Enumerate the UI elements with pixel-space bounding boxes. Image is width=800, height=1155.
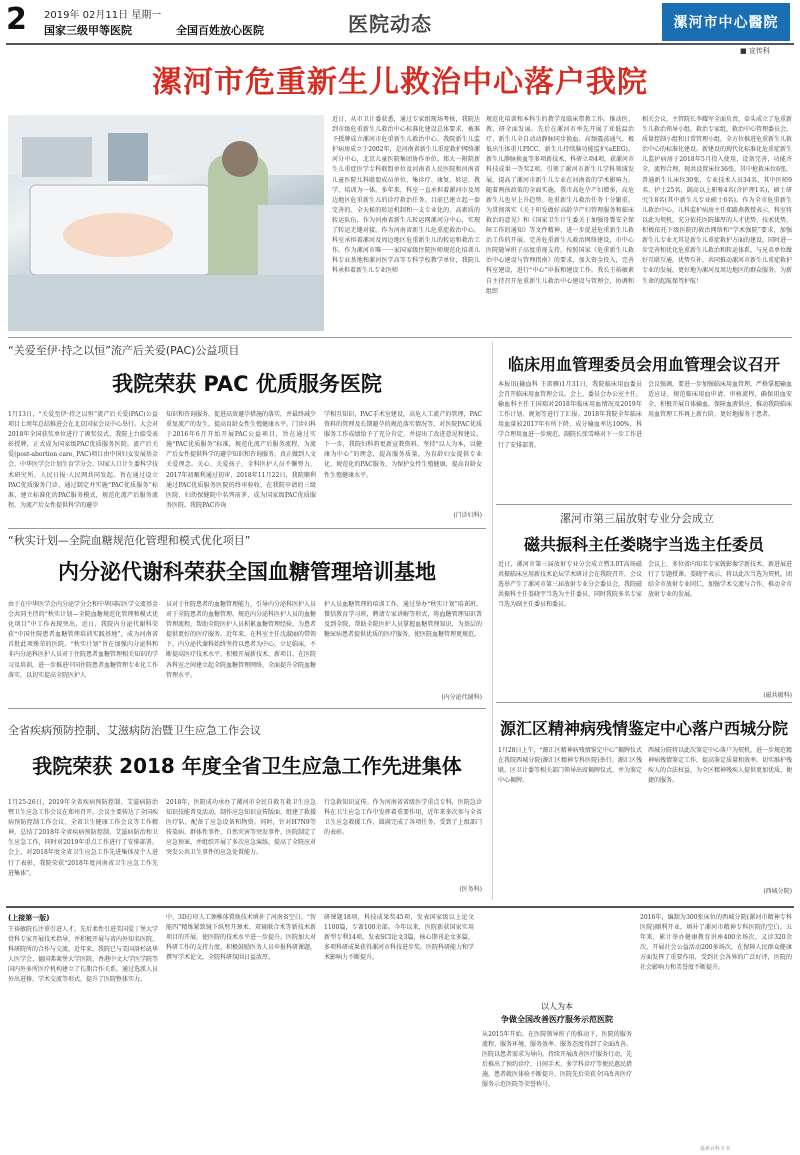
lead-photo [8, 115, 324, 331]
diabetes-col-3: 护人员血糖管理的培训工作，通过举办“秋实计划”培训班、微信教育学习班，聘请专家讲解等形式，将血糖管理知识普及到全院，帮助全院医护人员掌握血糖管理知识，为基层的糖尿病患者提供优质的医疗服务，使医院血糖管理更规范。 [324, 601, 482, 639]
neonatal-ward-photo-illustration [8, 115, 324, 331]
diabetes-kicker: “秋实计划—全院血糖规范化管理和模式优化项目” [8, 534, 251, 547]
diabetes-attribution: (内分泌代谢科) [441, 694, 482, 701]
transfusion-bottom-rule [496, 504, 792, 505]
lead-col-3: 相关会议，主管院长李耀军全面负责，牵头成立了危重新生儿救治领导小组，救治专家组，救治中心管理委员会，质量控制小组和日常管理小组，全方位推进危重新生儿救治中心的标准化建设。新建设的现代化标准化危重症新生儿监护病房于2018年5月投入使用，设备完善，功能齐全，流程合理。现共设置床位36张，其中抢救床位6张，普通新生儿床位30张，专业技术人员34名，其中医师9名，护士25名，副高以上职称4名(含护理1名)，硕士研究生8名(其中新生儿专业硕士6名)。作为全市危重新生儿救治中心，儿科监护病房主任郑路燕教授表示，科室将以此为契机，充分依托医院雄厚的人才优势、技术优势，积极依托下级医院的救治网络和“学术强院”要求，加强新生儿专业尤其是新生儿重症救护方面的建设，同时进一步完善和优化危重新生儿救治和转运体系，与兄弟单位做好互联互通，优势互补，共同推动漯河市新生儿重症救护专业的发展，更好地为漯河及周边地区的群众服务，为新生命的起航保驾护航！ [642, 116, 792, 285]
diabetes-bottom-rule [8, 708, 486, 709]
mri-bottom-rule [496, 702, 792, 703]
transfusion-col-2: 会议强调，要进一步加强临床用血管理，严格掌握输血适应证，规范临床用血申请、审核流程，确保用血安全，积极开展自体输血，保障血液供应，推动我院临床用血管理工作再上新台阶，更好地服务于患者。 [648, 381, 792, 419]
lead-col-1: 近日，从市卫计委获悉，通过专家组现场考核，我院达到市级危重新生儿救治中心标准化建设总体要求，被准予授牌成立漯河市危重新生儿救治中心。我院新生儿监护病房成立于2002年，是河南省新生儿重症救护网络漯河分中心，北京儿童医院集团协作单位，郑大一附院新生儿重症医学专科联盟单位及河南省人民医院和河南省儿童医院儿科联盟成员单位，集诊疗、康复、转运、教学、培训为一体。多年来，科室一直承担着漯河市及周边地区危重新生儿的诊疗救治任务。目前已建立起一套完善的、全天候的转运机制和一支专业化的、高素质的转运队伍，作为河南省新生儿转运网漯河分中心，实现了转运无缝对接。作为河南省新生儿危重症救治中心，科室承担着漯河及周边地区危重新生儿的转运和救治工作。作为漯河市唯一一家国家级住院医师规范化培训儿科专业基地和漯河医学高等专科学校教学单位，我院儿科承担着新生儿专业医师 [332, 116, 480, 275]
header-rule [6, 43, 794, 45]
mri-kicker: 漯河市第三届放射专业分会成立 [560, 512, 714, 525]
award-kicker: 全省疾病预防控制、艾滋病防治暨卫生应急工作会议 [8, 724, 261, 737]
psych-headline: 源汇区精神病残情鉴定中心落户西城分院 [499, 719, 788, 738]
bottom-col-4-kicker: 以人为本 [541, 1002, 573, 1011]
column-separator [492, 342, 493, 900]
masthead-box [662, 3, 790, 41]
award-col-2: 2018年，医院成功承办了漯河市全民自救互救卫生应急知识技能普及活动，制作应急知识宣传版面，组建了救援医疗队，配备了应急设备和物资。同时，针对H7N9等传染病、群体性事件、自然灾害等突发事件，医院制定了应急预案，并组织开展了多次应急演练，提高了全院应对突发公共卫生事件的应急处置能力。 [166, 799, 316, 857]
pac-kicker: “关爱至伊·持之以恒”流产后关爱(PAC)公益项目 [8, 344, 240, 357]
pac-col-3: 学相互知识，PAC手术室建设，高危人工流产的管理，PAC资料的管理及长期避孕的规范落实情况等，对医院PAC优质服务工作成绩给予了充分肯定，并提出了改进意见和建议。下一步，我院妇科将更新宣教资料，坚持“以人为本，以健康为中心”的理念，提高服务质量，为育龄妇女提供专业化、规范化的PAC服务，为保护女性生殖健康，提高育龄女性生殖健康水平。 [324, 411, 482, 479]
mri-headline: 磁共振科主任娄晓宇当选主任委员 [523, 535, 764, 554]
pac-col-1: 1月13日，“关爱至伊·持之以恒”流产后关爱(PAC)公益项目七周年总结推进会在北京国家会议中心举行。大会对2018年全国获奖单位进行了颁奖仪式，我院上台接受表彰授牌，正式成为国家级PAC优质服务医院。流产后关爱(post-abortion care, PAC)项目由中国妇女发展基金会、中华医学会计划生育学分会、国家人口计生委科学技术研究所、人民日报·人民网共同发起。旨在通过设立PAC优质服务门诊，通过制定并实施“PAC优质服务”标准，建立标准化的PAC服务模式，规范化流产后服务流程，为流产后女性提供科学的避孕 [8, 411, 158, 509]
masthead-text: 漯河市中心醫院 [673, 15, 779, 31]
psych-attribution: (西城分院) [763, 888, 792, 895]
bottom-col-3: 研课题18项，科技成果奖45项，发表国家级以上论文1100篇，专著100余部。今年以来，医院新获国家实用新型专利14项，发表SCI论文3篇，核心期刊论文多篇，多项科研成果获得漯河市科技进步奖。医院科研能力和学术影响力不断提升。 [324, 914, 474, 962]
bottom-col-1-head: (上接第一版) [8, 914, 50, 922]
bottom-col-4-head: 争做全国改善医疗服务示范医院 [501, 1015, 613, 1024]
edition-label: ■ 宣传科 [740, 47, 770, 55]
pac-col-2: 知识和咨询服务，促进高效避孕措施的落实，并最终减少重复流产的发生，提高育龄女性生殖健康水平。门诊妇科于2016年6月开始开展PAC公益项目，旨在通过实施“PAC优质服务”标准，规范化流产后服务流程，为流产后女性提供科学的避孕知识和咨询服务，真正做到人文关爱理念。关心、关爱孩子，全科医护人员不懈努力，2017年初顺利通过初审，2018年11月22日，我院顺利通过PAC优质服务医院的终审验收，在我院申请的三级医院、妇幼保健院中名列前茅，成为国家级PAC优质服务医院。我院PAC咨询 [166, 411, 316, 509]
lead-headline: 漯河市危重新生儿救治中心落户我院 [152, 65, 648, 100]
transfusion-col-1: 本报讯(输血科 王雷雁)1月31日，我院临床用血委员会召开临床用血管理会议。会上，委员会办公室主任、输血科主任王国瑞对2018年临床用血情况及2019年工作计划、规划等进行了汇报。2018年我院全年临床用血量较2017年有所下降，成分输血率达100%，科学合理用血进一步规范。副院长张雪峰对下一步工作进行了安排部署。 [498, 381, 642, 449]
mri-attribution: (磁共振科) [763, 692, 792, 699]
footer-note: 最新百科全书 [700, 1146, 731, 1152]
mri-col-1: 近日，漯河市第三届放射专业分会成立暨3.0T高场磁共振临床应用新技术论坛学术研讨会在我院召开。会议选举产生了漯河市第三届放射专业分会委员会，我院磁共振科主任娄晓宇当选为主任委员，同时我院多名专家当选为副主任委员和委员。 [498, 561, 642, 609]
diabetes-col-2: 员对于住院患者的血糖管理能力，引导内分泌科医护人员对于全院患者的血糖管理。规范内分泌科医护人员的血糖管理流程，帮助全院医护人员积累血糖管理经验，为患者提供更好的医疗服务。近年来，在科室主任沈淑丽的带领下，内分泌代谢科始终坚持以患者为中心，立足临床，不断提高医疗技术水平，积极开展新技术、新项目，在医院各科室之间建立起全院血糖管理网络，全面提升全院血糖管理水平。 [166, 601, 316, 679]
award-col-1: 1月25-26日，2019年全省疾病预防控制、艾滋病防治暨卫生应急工作会议在郑州召开。会议主要传达了全国疾病预防控制工作会议、全省卫生健康工作会议等工作精神，总结了2018年全省疾病预防控制、艾滋病防治和卫生应急工作，同时对2019年重点工作进行了安排部署。会上，对2018年度全省卫生应急工作先进集体及个人进行了表彰，我院荣获“2018年度河南省卫生应急工作先进集体”。 [8, 799, 158, 877]
diabetes-col-1: 由于在中华医学会内分泌学分会和中华国际医学交流基金会共同主持的“秋实计划—全院血糖规范化管理和模式优化项目”中工作表现突出，近日，我院内分泌代谢科荣获“中国住院患者血糖管理培训实践基地”，成为河南省首批此项殊荣的医院。“秋实计划”旨在加强内分泌科和非内分泌科医护人员对于住院患者血糖管理相关知识的学习及培训，进一步推进中国住院患者血糖管理专业化工作落实，以切实提高全院医护人 [8, 601, 158, 679]
diabetes-headline: 内分泌代谢科荣获全国血糖管理培训基地 [58, 560, 436, 584]
bottom-col-1: 王裕敏院长注重引进人才，先后柔性引进美国爱丁堡大学骨科专家开展技术指导，并积极开展与省内外知名医院、科研院所的合作与交流。近年来，我院已与美国洛杉矶华人医学会、德国弗莱堡大学医院、香港中文大学医学院等国内外多所医疗机构建立了长期合作关系，通过选派人员外出进修、学术交流等形式，提升了医院整体实力。 [8, 926, 158, 984]
pac-bottom-rule [8, 528, 486, 529]
award-headline: 我院荣获 2018 年度全省卫生应急工作先进集体 [32, 754, 462, 778]
bottom-col-2: 中、3D打印人工颈椎体置换技术填补了河南省空白。“智能四”精炼紧致镜下纵劈开颈术、双镜联合术等新技术新项目的开展，使医院的技术水平进一步提升。医院加大对科研工作的支持力度，积极鼓励医务人员申报科研课题，撰写学术论文，全院科研氛围日益浓厚。 [166, 914, 316, 962]
pac-headline: 我院荣获 PAC 优质服务医院 [112, 372, 382, 396]
lead-bottom-rule [8, 337, 792, 338]
mri-col-2: 会议上，多位省内知名专家就影像学新技术、新进展进行了专题授课。娄晓宇表示，将以此次当选为契机，团结全市放射专业同仁，加强学术交流与合作，推动全市放射专业的发展。 [648, 561, 792, 599]
lead-col-2: 规范化培训和本科生的教学及临床带教工作。推动医、教、研全面发展。先后在漯河市率先开展了亚低温治疗、新生儿全自动动静脉同步换血、高频震荡通气、极低出生体重儿PICC、新生儿持续脑功能监护(aEEG)、新生儿静脉换血等多项新技术，科研立项4项，获漯河市科技成果一等奖2项。引领了漯河市新生儿学科领域发展，提高了漯河市新生儿专业在河南省的学术影响力。随着两孩政策的全面实施，我市高危孕产妇增多，高危新生儿也呈上升趋势。危重新生儿救治任务十分繁重。为贯彻落实《关于印发做好高龄孕产妇管理服务和临床救治的意见》和《国家卫生计生委关于加强母婴安全保障工作的通知》等文件精神，进一步促进危重新生儿救治工作的开展，完善危重新生儿救治网络建设，市中心医院随导班子高度重视支持，按照国家《危重新生儿救治中心建设与管理指南》的要求，加大资金投入，完善科室建设，进行“中心”申报和建设工作。我长王裕敏素自主持召开危重新生儿救治中心建设与管理会，协调和组织 [486, 116, 634, 295]
section-title: 医院动态 [348, 12, 432, 36]
date-line: 2019年 02月11日 星期一 [44, 10, 162, 21]
page-number: 2 [6, 2, 27, 37]
bottom-section-rule [6, 906, 794, 908]
bottom-col-4: 从2015年开始，在医院领导班子的推动下，医院的服务流程、服务环境、服务效率、服务态度得到了全面改善。医院以患者需求为导向，持续开展改善医疗服务行动，先后推出了预约诊疗、日间手术、多学科诊疗等便民惠民措施，患者就医体验不断提升，医院先后荣获全国改善医疗服务示范医院等荣誉称号。 [482, 1031, 632, 1089]
motto-2: 全国百姓放心医院 [176, 24, 264, 37]
page-header [0, 0, 800, 44]
motto-1: 国家三级甲等医院 [44, 24, 132, 37]
pac-attribution: (门诊妇科) [453, 512, 482, 519]
award-col-3: 行急救知识宣传。作为河南省省级医学重点专科，医院急诊科在卫生应急工作中发挥着重要作用，近年来多次参与全省卫生应急救援工作，圆满完成了各项任务，受到了上级部门的表彰。 [324, 799, 482, 837]
award-attribution: (医务科) [459, 886, 482, 893]
transfusion-headline: 临床用血管理委员会用血管理会议召开 [507, 355, 780, 374]
psych-col-2: 西城分院将以此次鉴定中心落户为契机，进一步规范精神病残情鉴定工作，提高鉴定质量和效率，切实维护残疾人的合法权益，为全区精神残疾人提供更加优质、便捷的服务。 [648, 747, 792, 785]
psych-col-1: 1月28日上午，“源汇区精神病残情鉴定中心”揭牌仪式在我院西城分院(源汇区精神专科医院)举行。源汇区残联、区卫计委等相关部门领导出席揭牌仪式，并为鉴定中心揭牌。 [498, 747, 642, 785]
bottom-col-5: 2016年，编制为300张床位的西城分院(漯河市精神专科医院)顺利开业，填补了漯河市精神专科医院的空白。五年来，累计举办健康教育讲座400余场次，义诊320余次，开展社会公益活动200多场次，在保障人民群众健康方面发挥了重要作用，受到社会各界的广泛好评，医院的社会影响力和美誉度不断提升。 [640, 914, 792, 972]
